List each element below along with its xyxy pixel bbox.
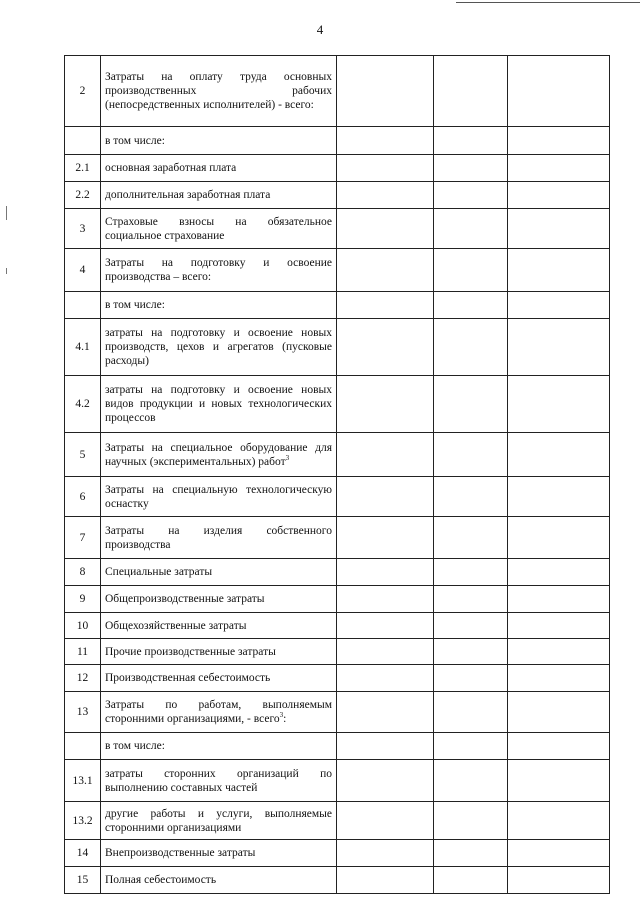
row-number — [65, 733, 101, 760]
margin-mark — [6, 268, 7, 274]
row-description — [101, 319, 337, 376]
row-text: Внепроизводственные затраты — [105, 847, 256, 859]
row-description — [101, 639, 337, 665]
value-cell — [337, 760, 434, 802]
page-number: 4 — [316, 22, 324, 37]
table-row — [65, 249, 610, 292]
row-number: 13 — [65, 692, 101, 733]
row-number: 9 — [65, 586, 101, 613]
value-cell — [337, 733, 434, 760]
value-cell — [337, 802, 434, 840]
footnote-mark: 3 — [279, 711, 284, 720]
value-cell — [434, 867, 508, 894]
value-cell — [508, 155, 610, 182]
row-number — [65, 292, 101, 319]
row-number: 4 — [65, 249, 101, 292]
value-cell — [508, 613, 610, 639]
table-row — [65, 376, 610, 433]
row-description — [101, 249, 337, 292]
table-row — [65, 517, 610, 559]
cost-table-body — [65, 56, 610, 894]
table-row — [65, 319, 610, 376]
value-cell — [508, 209, 610, 249]
row-description — [101, 613, 337, 639]
row-description — [101, 802, 337, 840]
value-cell — [434, 639, 508, 665]
value-cell — [434, 517, 508, 559]
row-description — [101, 56, 337, 127]
value-cell — [434, 433, 508, 477]
row-text: Прочие производственные затраты — [105, 645, 276, 658]
table-row — [65, 639, 610, 665]
value-cell — [337, 209, 434, 249]
table-row — [65, 292, 610, 319]
value-cell — [508, 665, 610, 692]
row-description — [101, 840, 337, 867]
value-cell — [337, 182, 434, 209]
value-cell — [337, 376, 434, 433]
row-description — [101, 376, 337, 433]
value-cell — [508, 840, 610, 867]
table-row — [65, 613, 610, 639]
value-cell — [434, 559, 508, 586]
value-cell — [508, 127, 610, 155]
table-row — [65, 802, 610, 840]
value-cell — [508, 56, 610, 127]
table-row — [65, 665, 610, 692]
table-row — [65, 56, 610, 127]
value-cell — [434, 155, 508, 182]
value-cell — [508, 586, 610, 613]
row-description — [101, 586, 337, 613]
value-cell — [337, 665, 434, 692]
value-cell — [337, 559, 434, 586]
value-cell — [508, 733, 610, 760]
value-cell — [508, 433, 610, 477]
row-number: 8 — [65, 559, 101, 586]
row-text: дополнительная заработная плата — [105, 189, 271, 201]
value-cell — [508, 319, 610, 376]
row-text: затраты на подготовку и освоение новых видов продукции и новых технологических процессов — [105, 384, 332, 424]
row-text: Затраты на подготовку и освоение производства – всего: — [105, 257, 332, 283]
value-cell — [508, 867, 610, 894]
value-cell — [337, 155, 434, 182]
value-cell — [337, 867, 434, 894]
table-row — [65, 127, 610, 155]
value-cell — [508, 477, 610, 517]
row-description — [101, 292, 337, 319]
value-cell — [434, 209, 508, 249]
cost-table — [64, 55, 610, 894]
value-cell — [434, 692, 508, 733]
row-description — [101, 867, 337, 894]
value-cell — [337, 249, 434, 292]
row-description — [101, 517, 337, 559]
top-rule — [456, 2, 640, 3]
table-row — [65, 867, 610, 894]
row-text: Общехозяйственные затраты — [105, 619, 247, 632]
value-cell — [508, 249, 610, 292]
row-text: затраты на подготовку и освоение новых производств, цехов и агрегатов (пусковые расходы) — [105, 327, 332, 367]
row-text: другие работы и услуги, выполняемые сторонними организациями — [105, 807, 332, 834]
row-text: Полная себестоимость — [105, 874, 217, 886]
value-cell — [337, 319, 434, 376]
row-description — [101, 733, 337, 760]
row-text: в том числе: — [105, 740, 165, 752]
row-number: 13.2 — [65, 802, 101, 840]
value-cell — [337, 613, 434, 639]
value-cell — [434, 292, 508, 319]
row-text: Затраты на специальную технологическую оснастку — [105, 483, 332, 510]
row-description — [101, 692, 337, 733]
row-description — [101, 433, 337, 477]
row-text: Производственная себестоимость — [105, 672, 271, 684]
row-text: основная заработная плата — [105, 162, 237, 174]
row-number: 5 — [65, 433, 101, 477]
value-cell — [434, 840, 508, 867]
value-cell — [337, 692, 434, 733]
value-cell — [434, 802, 508, 840]
value-cell — [337, 127, 434, 155]
table-row — [65, 155, 610, 182]
row-text: Затраты на оплату труда основных производственных рабочих (непосредственных исполнителей) - всего: — [105, 71, 332, 111]
value-cell — [434, 477, 508, 517]
row-text: Затраты на изделия собственного производства — [105, 524, 332, 551]
row-number: 12 — [65, 665, 101, 692]
value-cell — [434, 376, 508, 433]
value-cell — [337, 639, 434, 665]
row-text: Затраты на специальное оборудование для научных (экспериментальных) работ — [105, 441, 332, 468]
table-row — [65, 182, 610, 209]
value-cell — [434, 182, 508, 209]
row-text: затраты сторонних организаций по выполнению составных частей — [105, 767, 332, 794]
table-row — [65, 692, 610, 733]
row-number: 3 — [65, 209, 101, 249]
row-text: Специальные затраты — [105, 566, 213, 578]
value-cell — [434, 319, 508, 376]
value-cell — [508, 376, 610, 433]
value-cell — [508, 517, 610, 559]
table-row — [65, 477, 610, 517]
row-number: 11 — [65, 639, 101, 665]
value-cell — [337, 433, 434, 477]
row-description — [101, 155, 337, 182]
row-description — [101, 182, 337, 209]
row-number: 4.2 — [65, 376, 101, 433]
row-description — [101, 665, 337, 692]
value-cell — [434, 56, 508, 127]
row-text: Страховые взносы на обязательное социальное страхование — [105, 215, 332, 242]
row-description — [101, 760, 337, 802]
value-cell — [434, 760, 508, 802]
value-cell — [434, 586, 508, 613]
row-description — [101, 209, 337, 249]
row-text: Затраты по работам, выполняемым сторонними организациями, - всего — [105, 699, 332, 725]
row-description — [101, 127, 337, 155]
value-cell — [434, 127, 508, 155]
table-row — [65, 209, 610, 249]
value-cell — [337, 56, 434, 127]
value-cell — [337, 292, 434, 319]
table-row — [65, 840, 610, 867]
table-row — [65, 559, 610, 586]
row-number: 15 — [65, 867, 101, 894]
row-text: Общепроизводственные затраты — [105, 593, 265, 605]
margin-mark — [6, 206, 7, 220]
value-cell — [337, 586, 434, 613]
row-number: 2 — [65, 56, 101, 127]
value-cell — [508, 559, 610, 586]
row-number: 7 — [65, 517, 101, 559]
row-number: 6 — [65, 477, 101, 517]
value-cell — [337, 517, 434, 559]
row-number: 4.1 — [65, 319, 101, 376]
row-number: 14 — [65, 840, 101, 867]
value-cell — [337, 840, 434, 867]
value-cell — [337, 477, 434, 517]
table-row — [65, 733, 610, 760]
row-number: 13.1 — [65, 760, 101, 802]
row-description — [101, 477, 337, 517]
value-cell — [508, 802, 610, 840]
value-cell — [508, 639, 610, 665]
row-text-tail: : — [283, 713, 287, 725]
value-cell — [508, 692, 610, 733]
table-row — [65, 760, 610, 802]
row-number — [65, 127, 101, 155]
value-cell — [508, 292, 610, 319]
row-number: 2.2 — [65, 182, 101, 209]
value-cell — [434, 733, 508, 760]
value-cell — [434, 249, 508, 292]
value-cell — [508, 760, 610, 802]
table-row — [65, 586, 610, 613]
footnote-mark: 3 — [285, 453, 290, 462]
value-cell — [508, 182, 610, 209]
table-row — [65, 433, 610, 477]
row-number: 2.1 — [65, 155, 101, 182]
row-text: в том числе: — [105, 299, 165, 311]
row-number: 10 — [65, 613, 101, 639]
row-text: в том числе: — [105, 134, 165, 147]
value-cell — [434, 665, 508, 692]
row-description — [101, 559, 337, 586]
value-cell — [434, 613, 508, 639]
